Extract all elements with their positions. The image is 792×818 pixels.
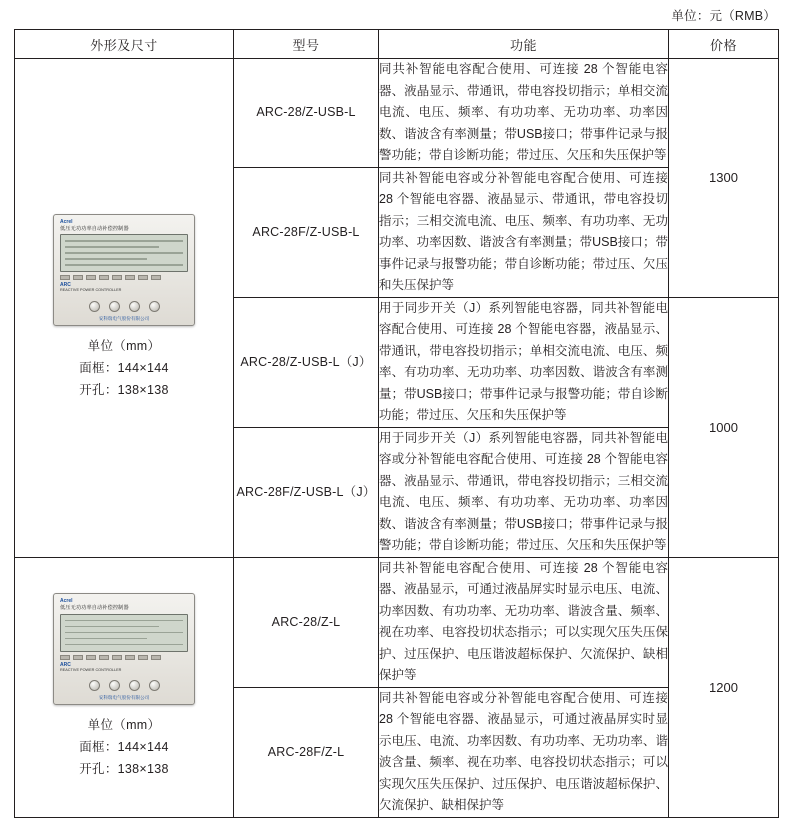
unit-note: 单位：元（RMB） — [671, 9, 776, 23]
price-cell: 1200 — [669, 557, 779, 817]
header-function: 功能 — [379, 30, 669, 59]
specification-table — [14, 29, 779, 818]
device-led-strip — [60, 655, 188, 660]
product-image-cell-1 — [15, 59, 234, 558]
device-led-strip — [60, 275, 188, 280]
device-illustration — [53, 214, 195, 326]
model-cell: ARC-28F/Z-USB-L — [234, 167, 379, 297]
device-title-label: 低压无功功率自动补偿控制器 — [60, 605, 129, 612]
function-cell: 用于同步开关（J）系列智能电容器，同共补智能电容或分补智能电容配合使用、可连接 28 个智能电容器、液晶显示、带通讯，带电容投切指示；三相交流电流、电压、频率、有功功率、无功功率、功率因数、谐波含有率测量；带USB接口；带事件记录与报警功能；带自诊断功能；带过压、欠压和失压保护等 — [379, 427, 669, 557]
dimension-line: 开孔：138×138 — [79, 761, 169, 776]
device-brand-label: Acrel — [60, 598, 73, 605]
device-buttons — [54, 680, 194, 691]
function-cell: 同共补智能电容或分补智能电容配合使用、可连接 28 个智能电容器、液晶显示、带通讯，带电容投切指示；三相交流电流、电压、频率、有功功率、无功功率、功率因数、谐波含有率测量；带USB接口；带事件记录与报警功能；带自诊断功能；带过压、欠压和失压保护等 — [379, 167, 669, 297]
dimension-text-1 — [15, 336, 233, 402]
model-cell: ARC-28F/Z-USB-L（J） — [234, 427, 379, 557]
function-cell: 同共补智能电容配合使用、可连接 28 个智能电容器、液晶显示，可通过液晶屏实时显示电压、电流、功率因数、有功功率、无功功率、谐波含量、频率、视在功率、电容投切状态指示；可以实现欠压失压保护、过压保护、电压谐波超标保护、欠流保护、缺相保护等 — [379, 557, 669, 687]
function-cell: 同共补智能电容配合使用、可连接 28 个智能电容器、液晶显示、带通讯，带电容投切指示；单相交流电流、电压、频率、有功功率、无功功率、功率因数、谐波含有率测量；带USB接口；带事件记录与报警功能；带自诊断功能；带过压、欠压和失压保护等 — [379, 59, 669, 168]
device-illustration — [53, 593, 195, 705]
device-brand-label: Acrel — [60, 218, 73, 225]
product-image-cell-2 — [15, 557, 234, 817]
function-cell: 用于同步开关（J）系列智能电容器，同共补智能电容配合使用、可连接 28 个智能电容器，液晶显示、带通讯，带电容投切指示；单相交流电流、电压、频率、有功功率、无功功率、功率因数、谐波含有率测量；带USB接口；带事件记录与报警功能；带自诊断功能；带过压、欠压和失压保护等 — [379, 297, 669, 427]
model-cell: ARC-28/Z-USB-L — [234, 59, 379, 168]
dimension-line: 单位（mm） — [87, 338, 161, 353]
dimension-line: 面框：144×144 — [79, 740, 169, 755]
device-lcd-screen — [60, 234, 188, 272]
device-series-sublabel: REACTIVE POWER CONTROLLER — [60, 288, 122, 293]
model-cell: ARC-28/Z-USB-L（J） — [234, 297, 379, 427]
device-footer-label: 安科瑞电气股份有限公司 — [98, 315, 150, 321]
table-header-row — [15, 30, 779, 59]
header-dimensions: 外形及尺寸 — [15, 30, 234, 59]
header-model: 型号 — [234, 30, 379, 59]
dimension-line: 面框：144×144 — [79, 360, 169, 375]
price-cell: 1300 — [669, 59, 779, 298]
header-price: 价格 — [669, 30, 779, 59]
device-series-sublabel: REACTIVE POWER CONTROLLER — [60, 667, 122, 672]
model-cell: ARC-28F/Z-L — [234, 687, 379, 817]
device-buttons — [54, 301, 194, 312]
table-row — [15, 557, 779, 687]
dimension-line: 开孔：138×138 — [79, 382, 169, 397]
device-title-label: 低压无功功率自动补偿控制器 — [60, 225, 129, 232]
device-footer-label: 安科瑞电气股份有限公司 — [98, 695, 150, 701]
device-series-label: ARC — [60, 661, 71, 668]
device-series-label: ARC — [60, 282, 71, 289]
table-row — [15, 59, 779, 168]
device-lcd-screen — [60, 614, 188, 652]
price-cell: 1000 — [669, 297, 779, 557]
dimension-line: 单位（mm） — [87, 718, 161, 733]
dimension-text-2 — [15, 715, 233, 781]
function-cell: 同共补智能电容或分补智能电容配合使用、可连接 28 个智能电容器、液晶显示，可通过液晶屏实时显示电压、电流、功率因数、有功功率、无功功率、谐波含量、频率、视在功率、电容投切状态指示；可以实现欠压失压保护、过压保护、电压谐波超标保护、欠流保护、缺相保护等 — [379, 687, 669, 817]
model-cell: ARC-28/Z-L — [234, 557, 379, 687]
